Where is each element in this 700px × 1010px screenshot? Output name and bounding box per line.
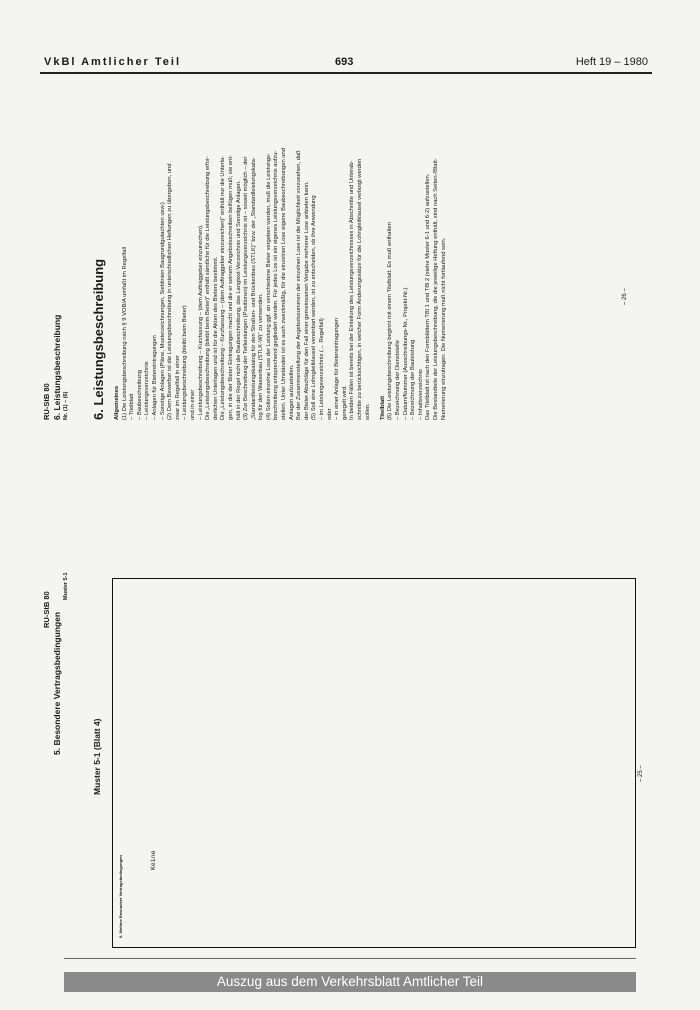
text-line: log für den Wasserbau (STLK-W)" zu verwenden. xyxy=(258,293,265,420)
text-line: schnitte zu berücksichtigen, in welcher Form Änderungssätze für die Lohngleitklausel verlangt werden xyxy=(357,158,363,420)
text-line: (5) Soll eine Lohngleitklausel vereinbart werden, ist zu entscheiden, ob ihre Anwendung xyxy=(311,195,318,420)
text-line: (3) Zur Beschreibung der Teilleistungen (Positionen) im Leistungsverzeichnis ist – soweit möglich – der xyxy=(243,156,250,420)
form-box-label: 6. Weitere Besondere Vertragsbedingungen xyxy=(118,855,123,938)
text-line: – Leistungsbeschreibung (bleibt beim Bieter) xyxy=(182,305,189,420)
muster-title: Muster 5-1 (Blatt 4) xyxy=(92,718,102,795)
text-line: Die Bestandteile der Leistungsbeschreibung, die die jeweilige Heftung enthält, sind nach Seiten-/Blatt- xyxy=(432,158,439,420)
text-line: Die „Leistungsbeschreibung – Kurzfassung – (dem Auftraggeber einzureichen)" enthält nur die Unterla- xyxy=(220,155,227,420)
left-page-marker: – 25 – xyxy=(638,765,644,782)
text-line: – Inhaltsverzeichnis xyxy=(417,369,424,420)
page-number: 693 xyxy=(335,56,354,68)
right-series: RU-StB 80 xyxy=(42,383,51,420)
text-line: – Anlagen für Bietereintragungen xyxy=(151,335,158,420)
form-box-content: Keine xyxy=(150,850,157,870)
text-line: – Bezeichnung der Dienststelle xyxy=(394,340,401,420)
text-line: und in einer xyxy=(189,389,196,420)
text-line: der Bieter Abschläge für den Fall einer gemeinsamen Vergabe mehrerer Lose anbieten kann. xyxy=(303,181,310,420)
text-line: – Titelblatt xyxy=(129,393,136,420)
left-muster-ref: Muster 5-1 xyxy=(63,572,69,600)
right-section-title: 6. Leistungsbeschreibung xyxy=(52,314,62,420)
text-line: – im Leistungsverzeichnis (→ Regelfall) xyxy=(319,318,326,420)
issue-number: Heft 19 – 1980 xyxy=(575,56,648,68)
header-divider xyxy=(40,72,652,74)
text-line: (2) Dem Bewerber ist die Leistungsbeschreibung in unterschiedlichen Heftungen zu übergeben, und xyxy=(167,163,174,420)
text-line: zwar im Regelfall in einer xyxy=(174,355,181,420)
text-line: – Bezeichnung der Bauleistung xyxy=(410,339,417,420)
page-heading: 6. Leistungsbeschreibung xyxy=(91,258,106,420)
text-line: Allgemeines xyxy=(114,385,120,420)
text-line: Die „Leistungsbeschreibung (bleibt beim Bieter)" enthält sämtliche für die Leistungsbeschreibung erfor- xyxy=(205,156,212,420)
text-line: sollen. xyxy=(364,403,371,420)
text-line: – Baubeschreibung xyxy=(136,370,143,420)
text-line: stellen. Unter Umständen ist es auch zweckmäßig, für die einzelnen Lose eigene Baubeschreibungen und xyxy=(281,148,288,420)
conditions-form-box xyxy=(112,578,636,948)
text-line: – Datum/Nummer (Ausschreibungs-Nr., Projekt-Nr.) xyxy=(402,287,409,420)
text-line: gen, in die der Bieter Eintragungen macht und die er seinem Angebotsschreiben beifügen muß; sie ent- xyxy=(227,155,234,420)
text-line: Numerierung einzutragen. Die Numerierung muß nicht fortlaufend sein. xyxy=(440,237,447,420)
text-line: oder xyxy=(326,408,333,420)
right-nr-range: Nr. (1) – (6) xyxy=(63,391,69,420)
text-line: geregelt wird. xyxy=(341,385,348,420)
left-series: RU-StB 80 xyxy=(42,591,51,628)
text-line: Bei der Zusammenstellung der Angebotssummen der einzelnen Lose ist die Möglichkeit vorzusehen, daß xyxy=(296,150,303,420)
text-line: „Standardleistungskatalog für den Straßen- und Brückenbau (STLK)" bzw. der „Standardleistungskata- xyxy=(250,157,257,420)
text-line: derlichen Unterlagen und ist für die Akten des Bieters bestimmt. xyxy=(212,256,219,420)
text-line: beschreibung entsprechend gegliedert werden. Für jedes Los ist ein eigenes Leistungsverzeichnis aufzu- xyxy=(273,150,280,420)
text-line: (1) Die Leistungsbeschreibung nach § 9 VOB/A umfaßt im Regelfall xyxy=(121,246,128,420)
footer-divider xyxy=(64,958,636,959)
text-line: In beiden Fällen ist bereits bei der Einteilung des Leistungsverzeichnisses in Abschnitte und Unterab- xyxy=(349,160,356,420)
text-line: Das Titelblatt ist nach den Formblättern TBl 1 und TBl 2 (siehe Muster 6-1 und 6-2) aufzustellen. xyxy=(425,173,432,420)
text-line xyxy=(372,148,380,420)
text-line: – Leistungsverzeichnis xyxy=(144,361,151,420)
text-line: – in einer Anlage für Bietereintragungen xyxy=(334,317,341,420)
text-line: Anlagen aufzustellen. xyxy=(288,364,295,420)
right-page-marker: – 26 – xyxy=(622,288,628,305)
text-line: Titelblatt xyxy=(379,395,386,420)
text-line: (4) Sollen einzelne Lose der Leistung ggf. an verschiedene Bieter vergeben werden, muß die Leistungs- xyxy=(265,153,272,420)
text-line: – Leistungsbeschreibung – Kurzfassung – (dem Auftraggeber einzureichen). xyxy=(197,224,204,420)
text-line: (6) Die Leistungsbeschreibung beginnt mit einem Titelblatt. Es muß enthalten xyxy=(387,222,394,420)
journal-name: VkBl Amtlicher Teil xyxy=(44,56,182,68)
footer-banner: Auszug aus dem Verkehrsblatt Amtlicher Teil xyxy=(64,972,636,992)
leistungsbeschreibung-text xyxy=(114,148,448,420)
text-line: hält in der Regel nicht die Baubeschreibung, das Langtext-Verzeichnis und Sonstige Anlagen. xyxy=(235,180,242,420)
left-section-title: 5. Besondere Vertragsbedingungen xyxy=(52,611,62,755)
text-line: – Sonstige Anlagen (Pläne, Musterzeichnungen, Sieblinien Baugrundgutachten usw.) xyxy=(159,202,166,420)
